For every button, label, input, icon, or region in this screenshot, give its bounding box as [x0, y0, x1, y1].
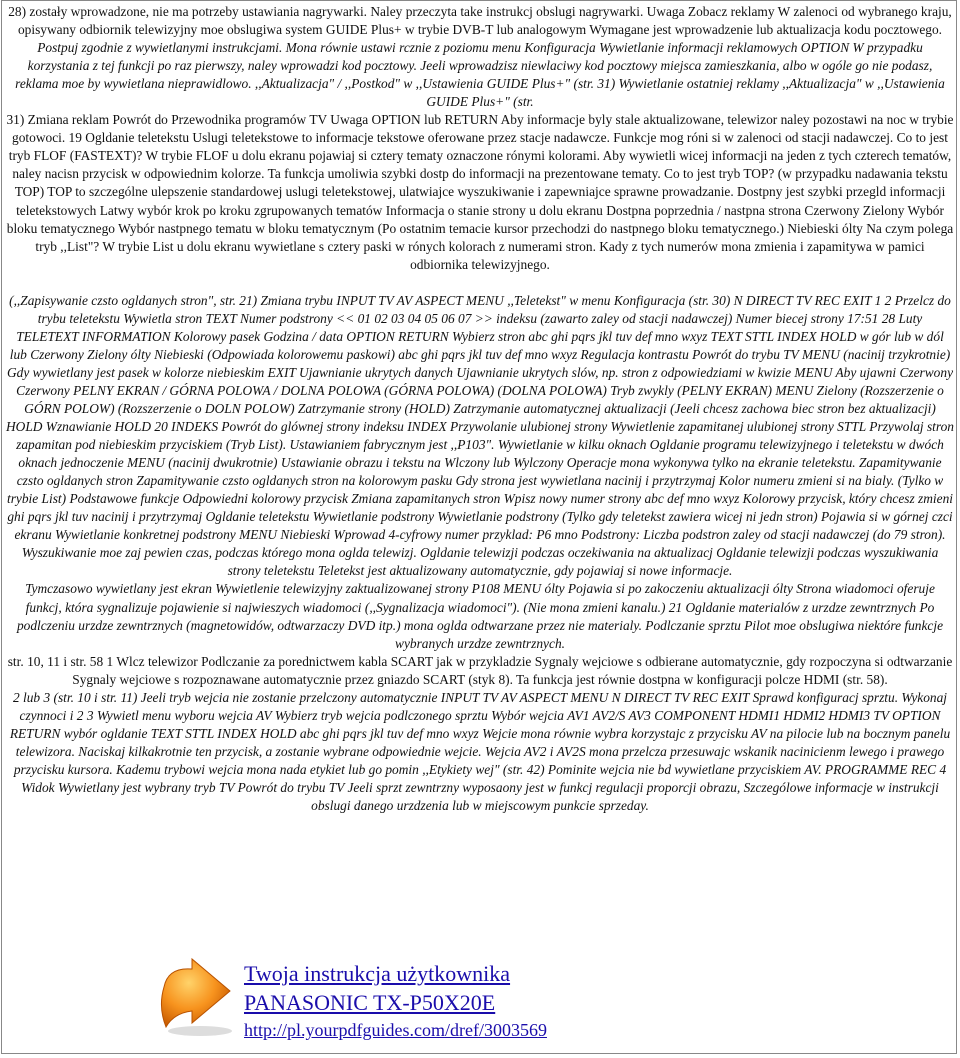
paragraph-4: (,,Zapisywanie czsto ogldanych stron", str. 21) Zmiana trybu INPUT TV AV ASPECT MENU ,,Teletekst" w menu Konfiguracja (str. 30) N DIRECT TV REC EXIT 1 2 Przelcz do trybu teletekstu Wywietla stron TEXT Numer podstrony << 01 02 03 04 05 06 07 >> indeksu (zawarto zaley od stacji nadawczej) Numer biecej strony 17:51 28 Luty TELETEXT INFORMATION Kolorowy pasek Godzina / data OPTION RETURN Wybierz stron abc ghi pqrs jkl tuv def mno wxyz TEXT STTL INDEX HOLD w gór lub w dól lub Czerwony Zielony ólty Niebieski (Odpowiada kolorowemu paskowi) abc ghi pqrs jkl tuv def mno wxyz Regulacja kontrastu Powrót do trybu TV MENU (nacinij trzykrotnie) Gdy wywietlany jest pasek w kolorze niebieskim EXIT Ujawnianie ukrytych danych Ujawnianie ukrytych slów, np. stron z odpowiedziami w kwizie MENU Aby ujawni Czerwony Czerwony PELNY EKRAN / GÓRNA POLOWA / DOLNA POLOWA (GÓRNA POLOWA) (DOLNA POLOWA) Tryb zwykly (PELNY EKRAN) MENU Zielony (Rozszerzenie o GÓRN POLOW) (Rozszerzenie o DOLN POLOW) Zatrzymanie strony (HOLD) Zatrzymanie automatycznej aktualizacji (Jeeli chcesz zachowa biec stron bez aktualizacji) HOLD Wznawianie HOLD 20 INDEKS Powrót do glównej strony indeksu INDEX Przywolanie ulubionej strony Wywietlenie zapamitanej ulubionej strony STTL Przywolaj stron zapamitan pod niebieskim przyciskiem (Tryb List). Ustawianiem fabrycznym jest ,,P103". Wywietlanie w kilku oknach Ogldanie programu telewizyjnego i teletekstu w dwóch oknach jednoczenie MENU (nacinij dwukrotnie) Ustawianie obrazu i tekstu na Wlczony lub Wylczony Operacje mona wykonywa tylko na ekranie teletekstu. Zapamitywanie czsto ogldanych stron Zapamitywanie czsto ogldanych stron na kolorowym pasku Gdy strona jest wywietlana nacinij i przytrzymaj Kolor numeru zmieni si na bialy. (Tylko w trybie List) Podstawowe funkcje Odpowiedni kolorowy przycisk Zmiana zapamitanych stron Wpisz nowy numer strony abc def mno wxyz Kolorowy przycisk, który chcesz zmieni ghi pqrs jkl tuv nacinij i przytrzymaj Ogldanie teletekstu Wywietlanie podstrony Wywietlanie podstrony (Tylko gdy teletekst zawiera wicej ni jedn stron) Pojawia si w górnej czci ekranu Wywietlanie konkretnej podstrony MENU Niebieski Wprowad 4-cyfrowy numer przyklad: P6 mno Podstrony: Liczba podstron zaley od stacji nadawczej (do 79 stron). Wyszukiwanie moe zaj pewien czas, podczas którego mona oglda telewizj. Ogldanie telewizji podczas oczekiwania na aktualizacj Ogldanie telewizji podczas wyszukiwania strony teletekstu Teletekst jest aktualizowany automatycznie, gdy pojawiaj si nowe informacje.: [6, 292, 954, 579]
paragraph-7: 2 lub 3 (str. 10 i str. 11) Jeeli tryb wejcia nie zostanie przelczony automatycznie INPUT TV AV ASPECT MENU N DIRECT TV REC EXIT Sprawd konfiguracj sprztu. Wykonaj czynnoci i 2 3 Wywietl menu wyboru wejcia AV Wybierz tryb wejcia podlczonego sprztu Wybór wejcia AV1 AV2/S AV3 COMPONENT HDMI1 HDMI2 HDMI3 TV OPTION RETURN wybór ogldanie TEXT STTL INDEX HOLD abc ghi pqrs jkl tuv def mno wxyz Wejcie mona równie wybra korzystajc z przycisku AV na pilocie lub na bocznym panelu telewizora. Naciskaj kilkakrotnie ten przycisk, a zostanie wybrane odpowiednie wejcie. Wejcia AV2 i AV2S mona przelcza przesuwajc wskanik nacinicienm lewego i prawego przycisku kursora. Kademu trybowi wejcia mona nada etykiet lub go pomin ,,Etykiety wej" (str. 42) Pominite wejcia nie bd wywietlane przyciskiem AV. PROGRAMME REC 4 Widok Wywietlany jest wybrany tryb TV Powrót do trybu TV Jeeli sprzt zewntrzny wyposaony jest w funkcj regulacji proporcji obrazu, Szczególowe informacje w instrukcji obslugi danego urzdzenia lub w miejscowym punkcie sprzeday.: [9, 689, 951, 814]
download-footer: [158, 957, 718, 1047]
paragraph-2: Postpuj zgodnie z wywietlanymi instrukcjami. Mona równie ustawi rcznie z poziomu menu Konfiguracja Wywietlanie informacji reklamowych OPTION W przypadku korzystania z tej funkcji po raz pierwszy, naley wprowadzi kod pocztowy. Jeeli wprowadzisz niewlaciwy kod pocztowy miejsca zamieszkania, albo w ogóle go nie podasz, reklama moe by wywietlana nieprawidlowo. ,,Aktualizacja" / ,,Postkod" w ,,Ustawienia GUIDE Plus+" (str. 31) Wywietlanie ostatniej reklamy ,,Aktualizacja" w ,,Ustawienia GUIDE Plus+" (str.: [15, 40, 945, 110]
footer-links: [244, 959, 547, 1043]
document-body: [6, 3, 954, 815]
paragraph-1: 28) zostały wprowadzone, nie ma potrzeby ustawiania nagrywarki. Naley przeczyta take instrukcj obslugi nagrywarki. Uwaga Zobacz reklamy W zalenoci od wybranego kraju, opisywany odbiornik telewizyjny moe obslugiwa system GUIDE Plus+ w trybie DVB-T lub analogowym Wymagane jest wprowadzenie lub aktualizacja kodu pocztowego.: [8, 4, 952, 38]
product-name-link[interactable]: PANASONIC TX-P50X20E: [244, 990, 496, 1015]
orange-arrow-icon: [158, 957, 240, 1039]
download-url-link[interactable]: http://pl.yourpdfguides.com/dref/3003569: [244, 1020, 547, 1040]
paragraph-6: str. 10, 11 i str. 58 1 Wlcz telewizor Podlczanie za porednictwem kabla SCART jak w przykladzie Sygnaly wejciowe s odbierane automatycznie, gdy rozpoczyna si odtwarzanie Sygnaly wejciowe s rozpoznawane automatycznie przez gniazdo SCART (styk 8). Ta funkcja jest równie dostpna w konfiguracji polcze HDMI (str. 58).: [7, 653, 953, 687]
manual-title-link[interactable]: Twoja instrukcja użytkownika: [244, 961, 511, 986]
paragraph-3: 31) Zmiana reklam Powrót do Przewodnika programów TV Uwaga OPTION lub RETURN Aby informacje byly stale aktualizowane, telewizor naley pozostawi na noc w trybie gotowoci. 19 Ogldanie teletekstu Uslugi teletekstowe to informacje tekstowe oferowane przez stacje nadawcze. Funkcje mog róni si w zalenoci od stacji nadawczej. Co to jest tryb FLOF (FASTEXT)? W trybie FLOF u dolu ekranu pojawiaj si cztery tematy oznaczone rónymi kolorami. Aby wywietli wicej informacji na jeden z tych czterech tematów, naley nacisn przycisk w odpowiednim kolorze. Ta funkcja umoliwia szybki dostp do informacji na prezentowane tematy. Co to jest tryb TOP? (w przypadku nadawania tekstu TOP) TOP to szczególne ulepszenie standardowej uslugi teletekstowej, ulatwiajce wyszukiwanie i zapewniajce sprawne prowadzanie. Dostpny jest szybki przegld informacji teletekstowych Latwy wybór krok po kroku zgrupowanych tematów Informacja o stanie strony u dolu ekranu Dostpna poprzednia / nastpna strona Czerwony Zielony Wybór bloku tematycznego Wybór nastpnego tematu w bloku tematycznym (Po ostatnim temacie kursor przechodzi do nastpnego bloku tematycznego.) Niebieski ólty Na czym polega tryb ,,List"? W trybie List u dolu ekranu wywietlane s cztery paski w rónych kolorach z numerami stron. Kady z tych numerów mona zmienia i zapamitywa w pamici odbiornika telewizyjnego.: [6, 112, 954, 272]
spacer: [6, 274, 954, 292]
paragraph-5: Tymczasowo wywietlany jest ekran Wywietlenie telewizyjny zaktualizowanej strony P108 MENU ólty Pojawia si po zakoczeniu aktualizacji ólty Strona wiadomoci oferuje funkcj, która sygnalizuje pojawienie si najwieszych wiadomoci (,,Sygnalizacja wiadomoci"). (Nie mona zmieni kanalu.) 21 Ogldanie materialów z urzdze zewntrznych Po podlczeniu urzdze zewntrznych (magnetowidów, odtwarzaczy DVD itp.) mona oglda odtwarzane przez nie materialy. Podlczanie sprztu Pilot moe obslugiwa niektóre funkcje wybranych urzdze zewntrznych.: [16, 581, 944, 651]
